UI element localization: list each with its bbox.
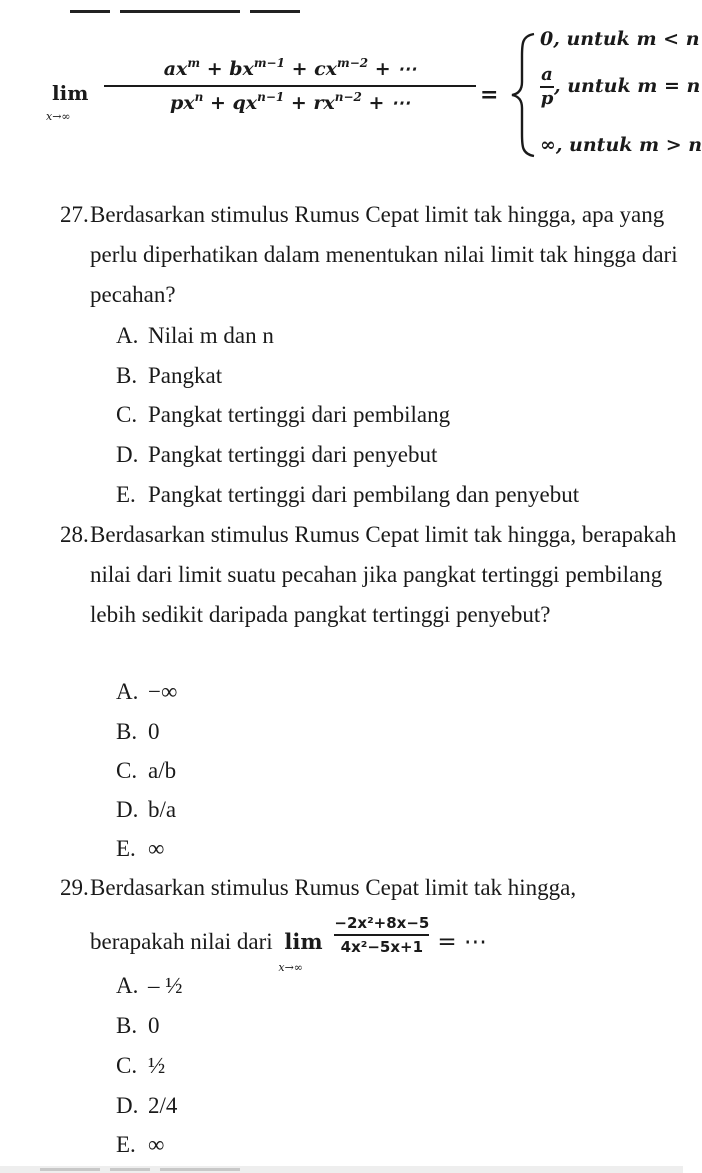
question-number: 28. — [60, 522, 89, 547]
question-text: Berdasarkan stimulus Rumus Cepat limit tak hingga, apa yang perlu diperhatikan dalam menentukan nilai limit tak hingga dari pecahan? — [90, 202, 678, 307]
question-27 — [60, 195, 682, 315]
option-29-b[interactable]: B. 0 — [116, 1013, 160, 1038]
question-text-continued: berapakah nilai dari — [90, 929, 273, 954]
case2-fraction: $\frac{a}{p}$ — [540, 64, 554, 109]
question-29-expression — [90, 914, 682, 974]
formula-lim-subscript: x→∞ — [46, 110, 71, 123]
formula-case-3: ∞, untuk m > n — [540, 134, 702, 156]
formula-equals: = — [480, 82, 499, 108]
option-29-d[interactable]: D. 2/4 — [116, 1093, 178, 1118]
inline-limit: lim x→∞ — [278, 929, 323, 974]
option-27-d[interactable]: D. Pangkat tertinggi dari penyebut — [116, 442, 438, 467]
option-28-e[interactable]: E. ∞ — [116, 836, 165, 861]
question-number: 27. — [60, 202, 89, 227]
option-28-c[interactable]: C. a/b — [116, 758, 177, 783]
option-28-a[interactable]: A. −∞ — [116, 679, 178, 704]
inline-fraction: $\frac{\text{−2x²+8x−5}}{\text{4x²−5x+1}}$ — [334, 914, 430, 956]
option-29-c[interactable]: C. ½ — [116, 1053, 166, 1078]
formula-fraction — [104, 58, 476, 114]
formula-case-1: 0, untuk m < n — [540, 28, 700, 50]
fraction-bar — [104, 85, 476, 87]
formula-denominator: $px^n + qx^{n-1} + rx^{n-2}$ + ⋯ — [169, 90, 411, 114]
formula-numerator: $ax^m + bx^{m-1} + cx^{m-2}$ + ⋯ — [163, 56, 417, 80]
option-28-d[interactable]: D. b/a — [116, 797, 177, 822]
option-27-a[interactable]: A. Nilai m dan n — [116, 323, 274, 348]
cropped-footer-strip — [0, 1166, 683, 1173]
question-text: Berdasarkan stimulus Rumus Cepat limit tak hingga, berapakah nilai dari limit suatu pecahan jika pangkat tertinggi pembilang lebih sedikit daripada pangkat tertinggi penyebut? — [90, 522, 677, 627]
question-number: 29. — [60, 875, 89, 900]
formula-lim: lim — [52, 81, 89, 105]
formula-case-2: $\frac{a}{p}$ , untuk m = n — [540, 64, 701, 109]
option-27-c[interactable]: C. Pangkat tertinggi dari pembilang — [116, 402, 451, 427]
inline-equals: = ⋯ — [437, 929, 487, 955]
option-27-e[interactable]: E. Pangkat tertinggi dari pembilang dan penyebut — [116, 482, 580, 507]
question-text: Berdasarkan stimulus Rumus Cepat limit tak hingga, — [90, 875, 577, 900]
cropped-text-fragment — [70, 0, 330, 4]
option-28-b[interactable]: B. 0 — [116, 719, 160, 744]
option-29-e[interactable]: E. ∞ — [116, 1132, 165, 1157]
left-brace-icon — [508, 30, 538, 160]
question-28 — [60, 515, 682, 635]
option-29-a[interactable]: A. – ½ — [116, 973, 183, 998]
limit-formula — [46, 28, 702, 168]
question-29 — [60, 868, 682, 908]
option-27-b[interactable]: B. Pangkat — [116, 363, 223, 388]
